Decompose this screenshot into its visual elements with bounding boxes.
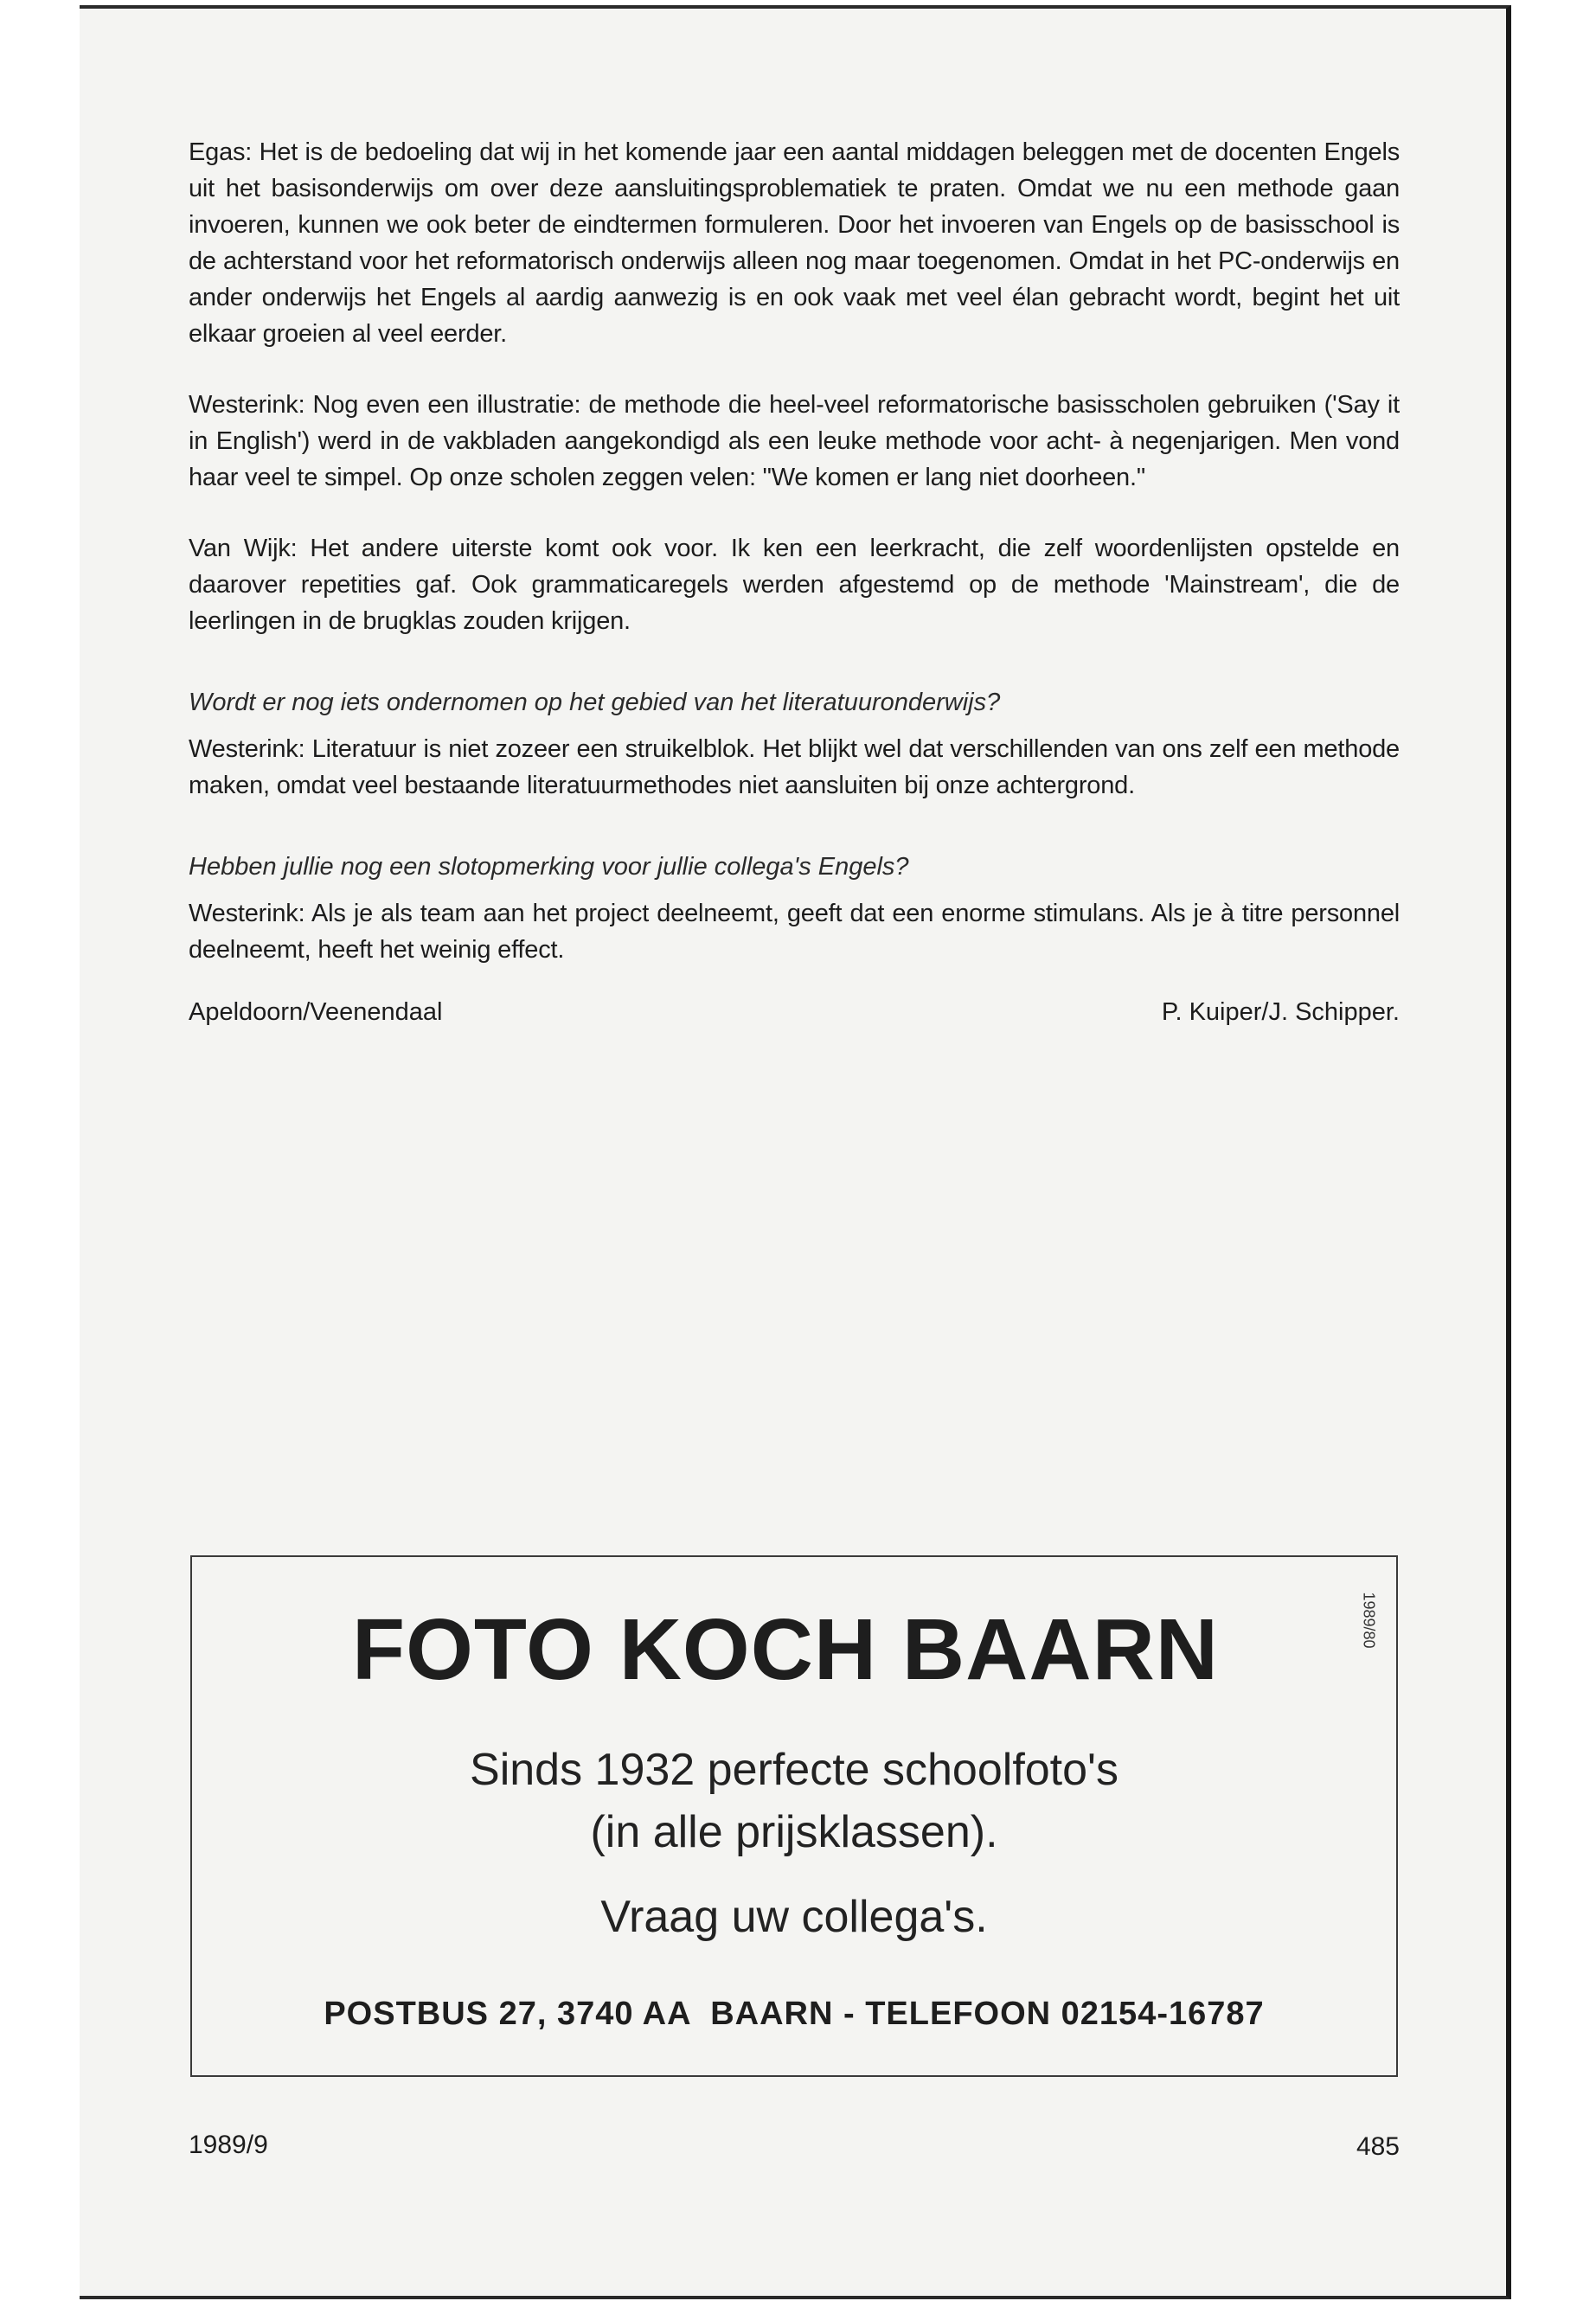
ad-address: POSTBUS 27, 3740 AA BAARN - TELEFOON 02154-16787 (324, 1996, 1265, 2032)
ad-code-text: 1989/80 (1360, 1592, 1378, 1649)
ad-tagline-line-1: Sinds 1932 perfecte schoolfoto's (470, 1745, 1118, 1795)
paragraph-egas: Egas: Het is de bedoeling dat wij in het komende jaar een aantal middagen beleggen met de docenten Engels uit het basisonderwijs om over deze aansluitingsproblematiek te praten. Omdat we nu een methode gaan invoeren, kunnen we ook beter de eindtermen formuleren. Door het invoeren van Engels op de basisschool is de achterstand voor het reformatorisch onderwijs alleen nog maar toegenomen. Omdat in het PC-onderwijs en ander onderwijs het Engels al aardig aanwezig is en ook vaak met veel élan gebracht wordt, begint het uit elkaar groeien al veel eerder. (189, 138, 1400, 348)
signature-row (189, 994, 1400, 1030)
scan-margin (0, 0, 80, 2301)
paragraph-westerink-illustration: Westerink: Nog even een illustratie: de methode die heel-veel reformatorische basisscholen gebruiken ('Say it in English') werd in de vakbladen aangekondigd als een leuke methode voor acht- à negenjarigen. Men vond haar veel te simpel. Op onze scholen zeggen velen: "We komen er lang niet doorheen." (189, 391, 1400, 491)
answer-closing-remark: Westerink: Als je als team aan het project deelneemt, geeft dat een enorme stimulans. Als je à titre personnel deelneemt, heeft het weinig effect. (189, 900, 1400, 964)
article-body (189, 134, 1400, 1030)
footer-page-number: 485 (1356, 2132, 1400, 2161)
question-closing-remark: Hebben jullie nog een slotopmerking voor jullie collega's Engels? (189, 853, 909, 881)
authors-line: P. Kuiper/J. Schipper. (1161, 998, 1400, 1026)
advertisement-box (190, 1555, 1398, 2077)
ad-tagline-line-2: (in alle prijsklassen). (590, 1807, 998, 1857)
footer-issue: 1989/9 (189, 2131, 268, 2159)
answer-literature: Westerink: Literatuur is niet zozeer een struikelblok. Het blijkt wel dat verschillenden van ons zelf een methode maken, omdat veel bestaande literatuurmethodes niet aansluiten bij onze achtergrond. (189, 735, 1400, 799)
ad-tagline (192, 1739, 1396, 1863)
place-line: Apeldoorn/Veenendaal (189, 998, 443, 1026)
ad-title: FOTO KOCH BAARN (351, 1601, 1219, 1698)
paragraph-van-wijk: Van Wijk: Het andere uiterste komt ook voor. Ik ken een leerkracht, die zelf woordenlijsten opstelde en daarover repetities gaf. Ook grammaticaregels werden afgestemd op de methode 'Mainstream', die de leerlingen in de brugklas zouden krijgen. (189, 535, 1400, 635)
ad-call-to-action: Vraag uw collega's. (600, 1892, 988, 1942)
question-literature: Wordt er nog iets ondernomen op het gebied van het literatuuronderwijs? (189, 689, 1001, 716)
